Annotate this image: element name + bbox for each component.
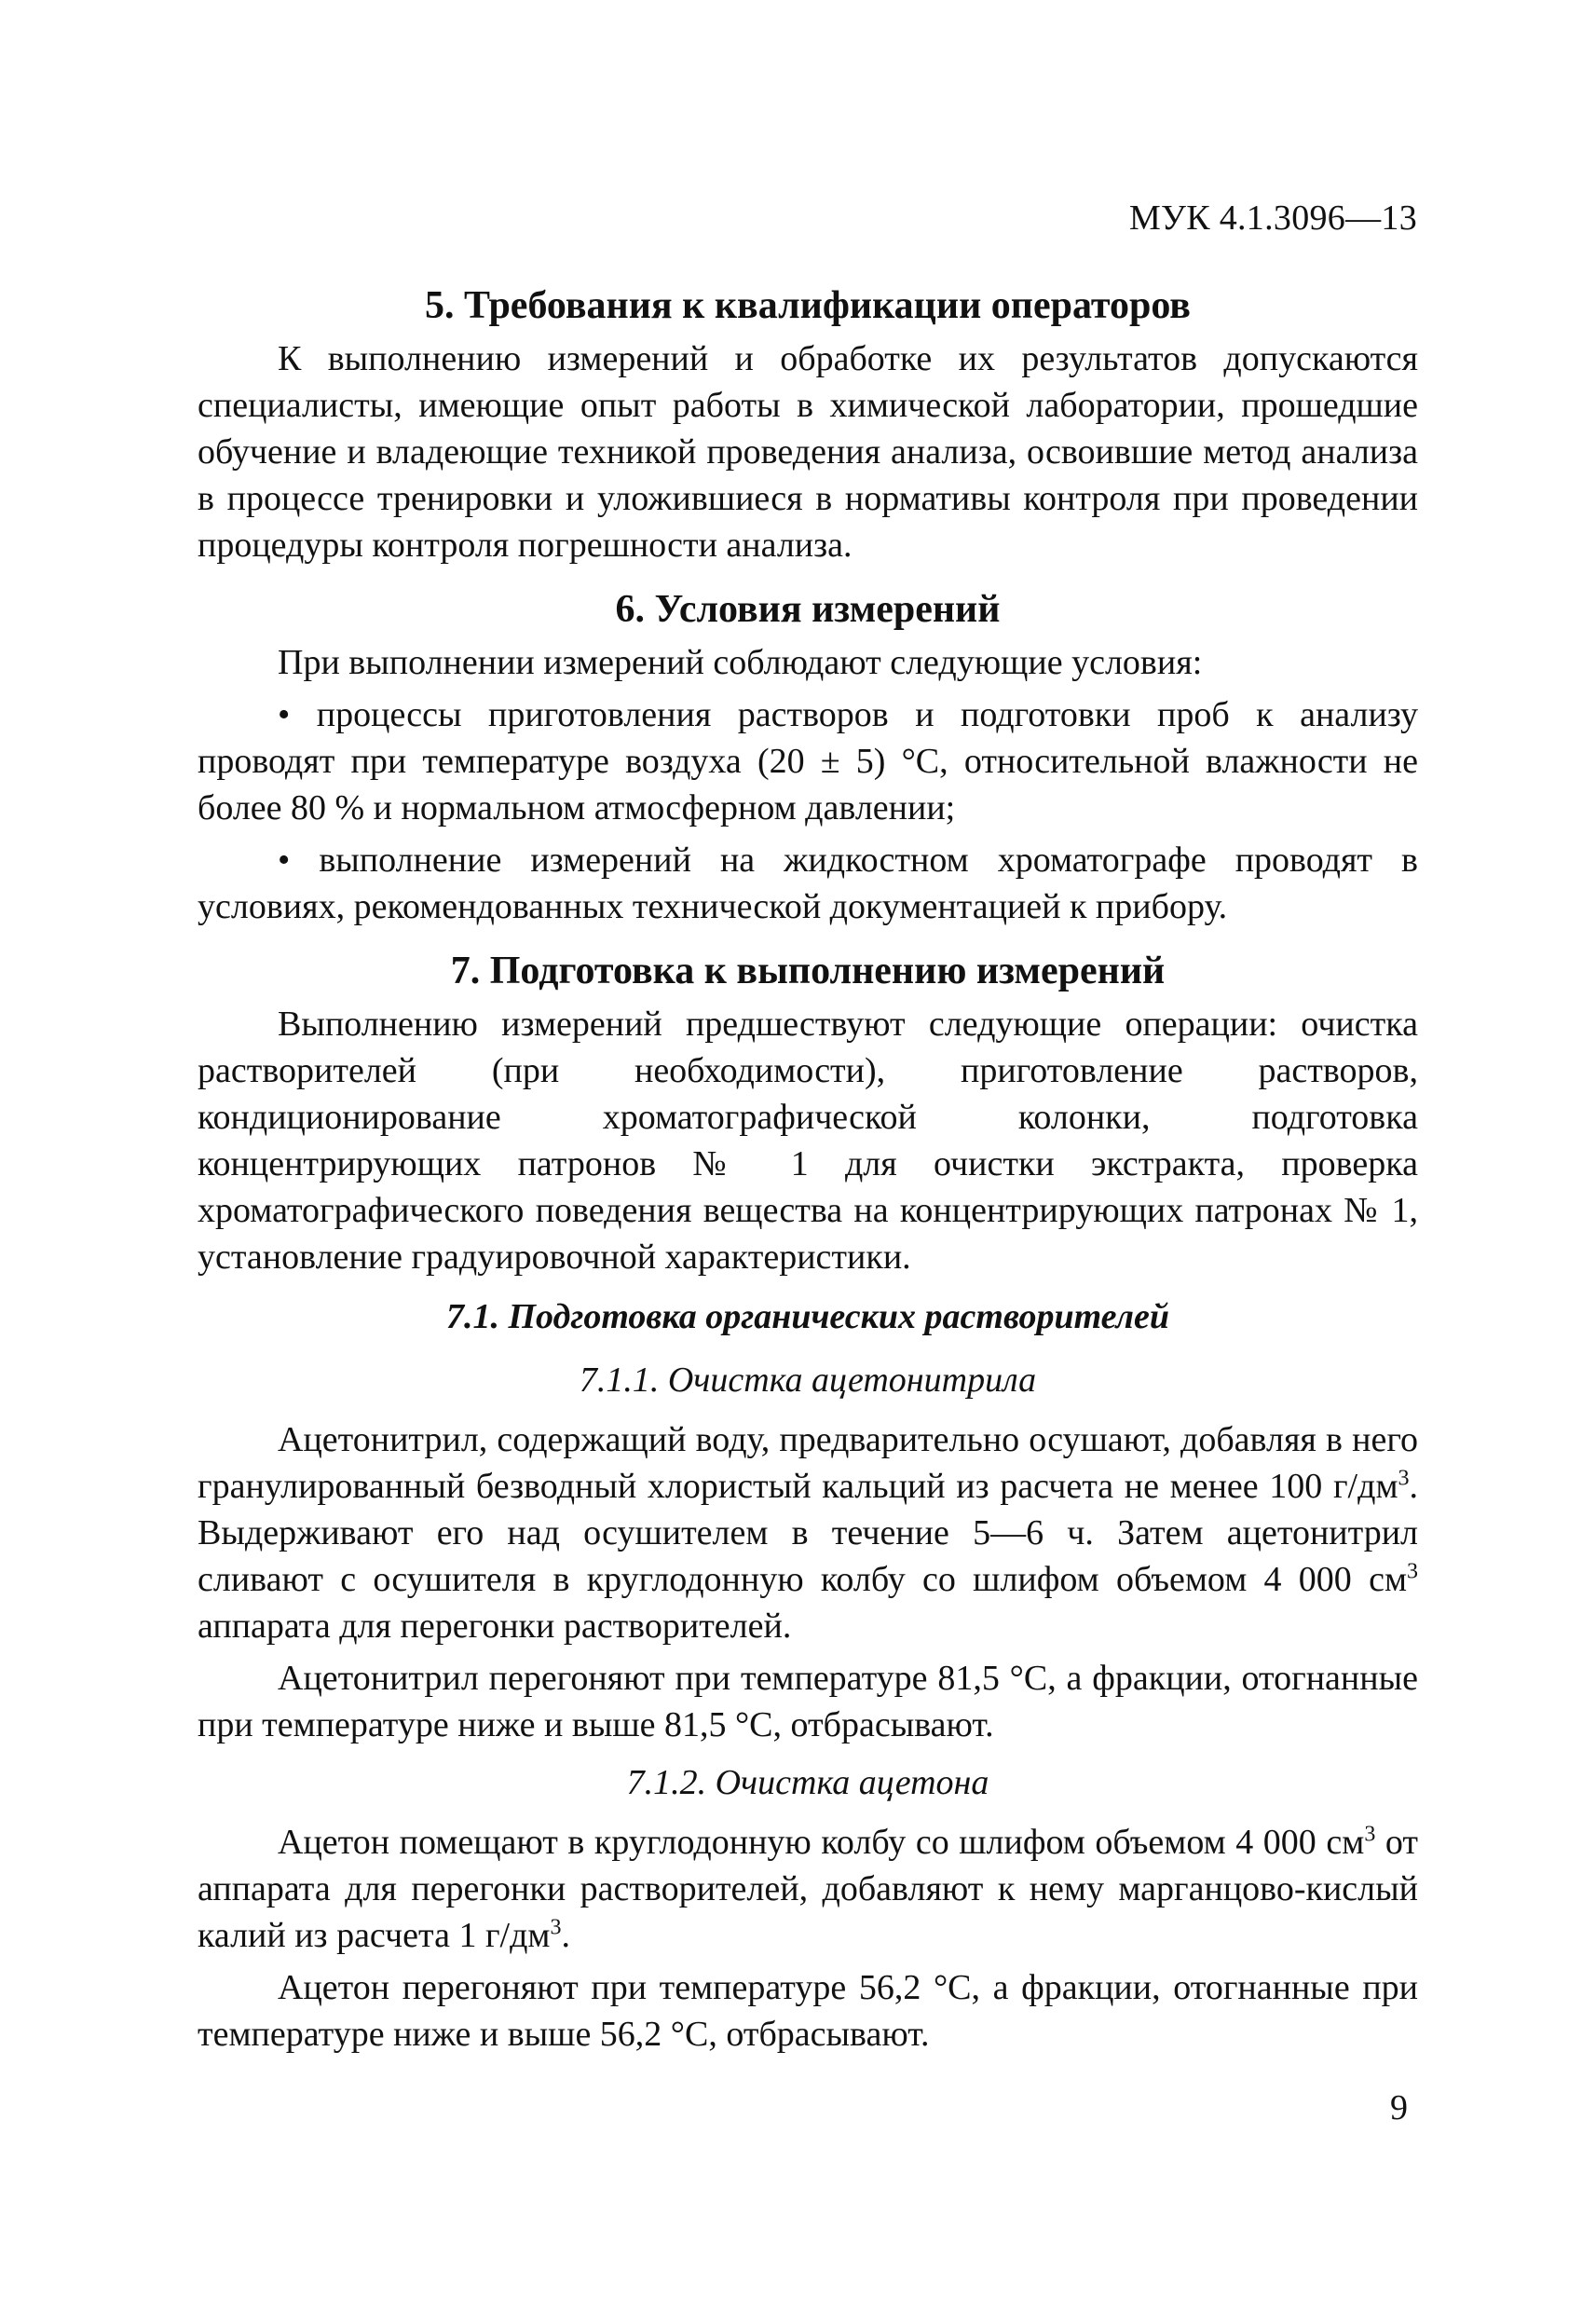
- page-number: 9: [1390, 2088, 1408, 2127]
- subsection-7-1-2-title: 7.1.2. Очистка ацетона: [626, 1763, 989, 1802]
- superscript: 3: [1398, 1466, 1410, 1491]
- superscript: 3: [1407, 1559, 1418, 1584]
- text-part: Ацетонитрил, содержащий воду, предварительно осушают, добавляя в него гранулированный безводный хлористый кальций из расчета не менее 100 г/дм: [198, 1420, 1418, 1506]
- page-content: [198, 280, 1418, 2072]
- section-5-paragraph: К выполнению измерений и обработке их результатов допускаются специалисты, имеющие опыт работы в химической лаборатории, прошедшие обучение и владеющие техникой проведения анализа, освоившие метод анализа в процессе тренировки и уложившиеся в нормативы контроля при проведении процедуры контроля погрешности анализа.: [198, 339, 1418, 565]
- section-6-bullet-1: • процессы приготовления растворов и подготовки проб к анализу проводят при температуре воздуха (20 ± 5) °С, относительной влажности не более 80 % и нормальном атмосферном давлении;: [198, 695, 1418, 827]
- subsection-7-1-1-paragraph-2: Ацетонитрил перегоняют при температуре 81,5 °С, а фракции, отогнанные при температуре ниже и выше 81,5 °С, отбрасывают.: [198, 1659, 1418, 1744]
- superscript: 3: [1364, 1822, 1376, 1847]
- section-7-title: 7. Подготовка к выполнению измерений: [450, 950, 1166, 992]
- subsection-7-1-2-paragraph-2: Ацетон перегоняют при температуре 56,2 °С, а фракции, отогнанные при температуре ниже и выше 56,2 °С, отбрасывают.: [198, 1968, 1418, 2054]
- superscript: 3: [550, 1915, 562, 1940]
- subsection-7-1-2-paragraph-1: [198, 1819, 1418, 1959]
- text-part: . Выдерживают его над осушителем в течение 5—6 ч. Затем ацетонитрил сливают с осушителя в круглодонную колбу со шлифом объемом 4 000 см: [198, 1467, 1418, 1599]
- section-6: [198, 583, 1418, 930]
- subsection-7-1-1-paragraph-1: [198, 1416, 1418, 1649]
- subsection-7-1-1-title: 7.1.1. Очистка ацетонитрила: [579, 1361, 1037, 1400]
- text-part: от аппарата для перегонки растворителей, добавляют к нему марганцово-кислый калий из расчета 1 г/дм: [198, 1823, 1418, 1955]
- section-7-paragraph: Выполнению измерений предшествуют следующие операции: очистка растворителей (при необходимости), приготовление растворов, кондиционирование хроматографической колонки, подготовка концентрирующих патронов № 1 для очистки экстракта, проверка хроматографического поведения вещества на концентрирующих патронах № 1, установление градуировочной характеристики.: [198, 1005, 1418, 1277]
- section-6-title: 6. Условия измерений: [615, 588, 1001, 631]
- section-5-title: 5. Требования к квалификации операторов: [425, 284, 1191, 327]
- section-7: [198, 945, 1418, 2058]
- text-part: Ацетон помещают в круглодонную колбу со шлифом объемом 4 000 см: [278, 1823, 1365, 1862]
- text-part: аппарата для перегонки растворителей.: [198, 1607, 792, 1646]
- document-code: МУК 4.1.3096—13: [1128, 198, 1417, 238]
- section-5: [198, 280, 1418, 568]
- section-6-bullet-2: • выполнение измерений на жидкостном хроматографе проводят в условиях, рекомендованных технической документацией к прибору.: [198, 841, 1418, 926]
- section-6-intro: При выполнении измерений соблюдают следующие условия:: [278, 643, 1203, 682]
- subsection-7-1-title: 7.1. Подготовка органических растворителей: [445, 1297, 1170, 1336]
- text-part: .: [561, 1916, 570, 1955]
